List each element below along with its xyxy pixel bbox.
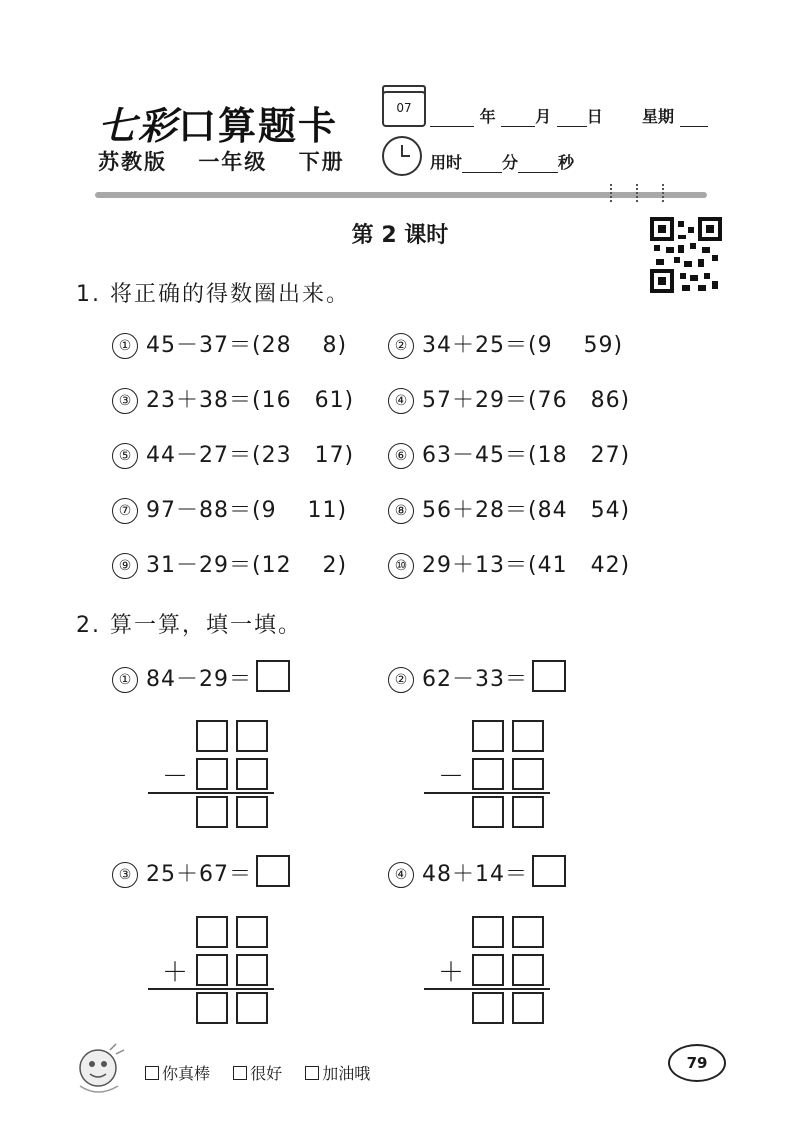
question-item [388, 328, 623, 359]
minute-blank[interactable] [462, 156, 502, 173]
item-number: ④ [388, 388, 414, 414]
day-blank[interactable] [557, 110, 587, 127]
item-expression[interactable]: 31－29＝(12 2) [146, 553, 348, 578]
answer-box[interactable] [256, 660, 290, 692]
digit-box[interactable] [512, 954, 544, 986]
sum-line [148, 988, 274, 990]
sum-line [424, 792, 550, 794]
divider-dots [636, 184, 644, 202]
rating-label: 很好 [250, 1064, 283, 1083]
item-number: ② [388, 667, 414, 693]
digit-box[interactable] [236, 954, 268, 986]
question-item [112, 438, 354, 469]
operator-sign: ＋ [438, 958, 465, 988]
item-expression[interactable]: 63－45＝(18 27) [422, 443, 631, 468]
section2-title: 2. 算一算，填一填。 [76, 613, 302, 638]
digit-box[interactable] [196, 916, 228, 948]
second-blank[interactable] [518, 156, 558, 173]
item-expression: 62－33＝ [422, 667, 528, 692]
item-expression[interactable]: 57＋29＝(76 86) [422, 388, 631, 413]
year-label: 年 [479, 107, 496, 126]
digit-box[interactable] [512, 916, 544, 948]
qr-code-icon[interactable] [650, 217, 722, 293]
rating-option[interactable] [145, 1064, 210, 1083]
digit-box[interactable] [196, 758, 228, 790]
sum-line [148, 792, 274, 794]
digit-box[interactable] [472, 916, 504, 948]
item-number: ⑩ [388, 553, 414, 579]
calc-item [112, 855, 290, 888]
answer-box[interactable] [532, 660, 566, 692]
item-expression[interactable]: 45－37＝(28 8) [146, 333, 348, 358]
calendar-day: 07 [396, 101, 412, 115]
checkbox[interactable] [145, 1066, 159, 1080]
digit-box[interactable] [512, 720, 544, 752]
digit-box[interactable] [196, 720, 228, 752]
question-item [112, 493, 347, 524]
answer-box[interactable] [256, 855, 290, 887]
question-item [388, 493, 630, 524]
brand-part1: 七彩 [98, 103, 179, 148]
item-number: ⑤ [112, 443, 138, 469]
item-expression: 48＋14＝ [422, 862, 528, 887]
date-fill-line [430, 104, 708, 127]
time-fill-line [430, 150, 574, 173]
digit-box[interactable] [472, 720, 504, 752]
digit-box[interactable] [236, 720, 268, 752]
grade: 一年级 [198, 150, 268, 174]
rating-label: 你真棒 [162, 1064, 211, 1083]
digit-box[interactable] [512, 758, 544, 790]
weekday-label: 星期 [641, 107, 674, 126]
item-number: ① [112, 667, 138, 693]
calc-item [388, 660, 566, 693]
edition: 苏教版 [98, 150, 167, 174]
item-expression[interactable]: 97－88＝(9 11) [146, 498, 348, 523]
brand-title [98, 95, 338, 150]
section1-title: 1. 将正确的得数圈出来。 [76, 282, 350, 307]
weekday-blank[interactable] [680, 110, 708, 127]
digit-box[interactable] [472, 758, 504, 790]
item-expression[interactable]: 56＋28＝(84 54) [422, 498, 631, 523]
rating-option[interactable] [305, 1064, 370, 1083]
item-number: ② [388, 333, 414, 359]
divider-dots [662, 184, 670, 202]
digit-box[interactable] [512, 796, 544, 828]
question-item [112, 383, 354, 414]
digit-box[interactable] [196, 954, 228, 986]
brand-part2: 口算题卡 [178, 103, 339, 148]
second-label: 秒 [558, 153, 575, 172]
item-expression[interactable]: 34＋25＝(9 59) [422, 333, 624, 358]
lesson-title: 第 2 课时 [351, 223, 449, 248]
minute-label: 分 [502, 153, 519, 172]
item-expression: 84－29＝ [146, 667, 252, 692]
digit-box[interactable] [236, 758, 268, 790]
item-number: ① [112, 333, 138, 359]
digit-box[interactable] [472, 954, 504, 986]
digit-box[interactable] [472, 992, 504, 1024]
question-item [112, 548, 347, 579]
calc-item [388, 855, 566, 888]
item-expression: 25＋67＝ [146, 862, 252, 887]
checkbox[interactable] [233, 1066, 247, 1080]
item-number: ③ [112, 862, 138, 888]
question-item [388, 438, 630, 469]
answer-box[interactable] [532, 855, 566, 887]
operator-sign: － [162, 762, 189, 792]
edition-info [98, 146, 367, 176]
rating-option[interactable] [233, 1064, 282, 1083]
operator-sign: ＋ [162, 958, 189, 988]
item-number: ⑨ [112, 553, 138, 579]
digit-box[interactable] [196, 796, 228, 828]
question-item [112, 328, 347, 359]
digit-box[interactable] [512, 992, 544, 1024]
day-label: 日 [586, 107, 603, 126]
item-expression[interactable]: 23＋38＝(16 61) [146, 388, 355, 413]
item-number: ③ [112, 388, 138, 414]
question-item [388, 548, 630, 579]
page-number: 79 [668, 1044, 726, 1082]
checkbox[interactable] [305, 1066, 319, 1080]
volume: 下册 [298, 150, 345, 174]
item-number: ⑧ [388, 498, 414, 524]
mascot-icon [70, 1036, 130, 1096]
clock-icon [382, 136, 422, 176]
time-used-label: 用时 [430, 153, 463, 172]
month-label: 月 [535, 107, 552, 126]
year-blank[interactable] [430, 110, 474, 127]
operator-sign: － [438, 762, 465, 792]
item-expression[interactable]: 29＋13＝(41 42) [422, 553, 631, 578]
digit-box[interactable] [196, 992, 228, 1024]
item-number: ④ [388, 862, 414, 888]
digit-box[interactable] [236, 992, 268, 1024]
calendar-icon [382, 91, 426, 127]
digit-box[interactable] [236, 916, 268, 948]
item-expression[interactable]: 44－27＝(23 17) [146, 443, 355, 468]
digit-box[interactable] [472, 796, 504, 828]
digit-box[interactable] [236, 796, 268, 828]
item-number: ⑥ [388, 443, 414, 469]
self-rating [145, 1061, 388, 1084]
month-blank[interactable] [501, 110, 535, 127]
calc-item [112, 660, 290, 693]
divider-dots [610, 184, 618, 202]
sum-line [424, 988, 550, 990]
question-item [388, 383, 630, 414]
rating-label: 加油哦 [322, 1064, 371, 1083]
item-number: ⑦ [112, 498, 138, 524]
